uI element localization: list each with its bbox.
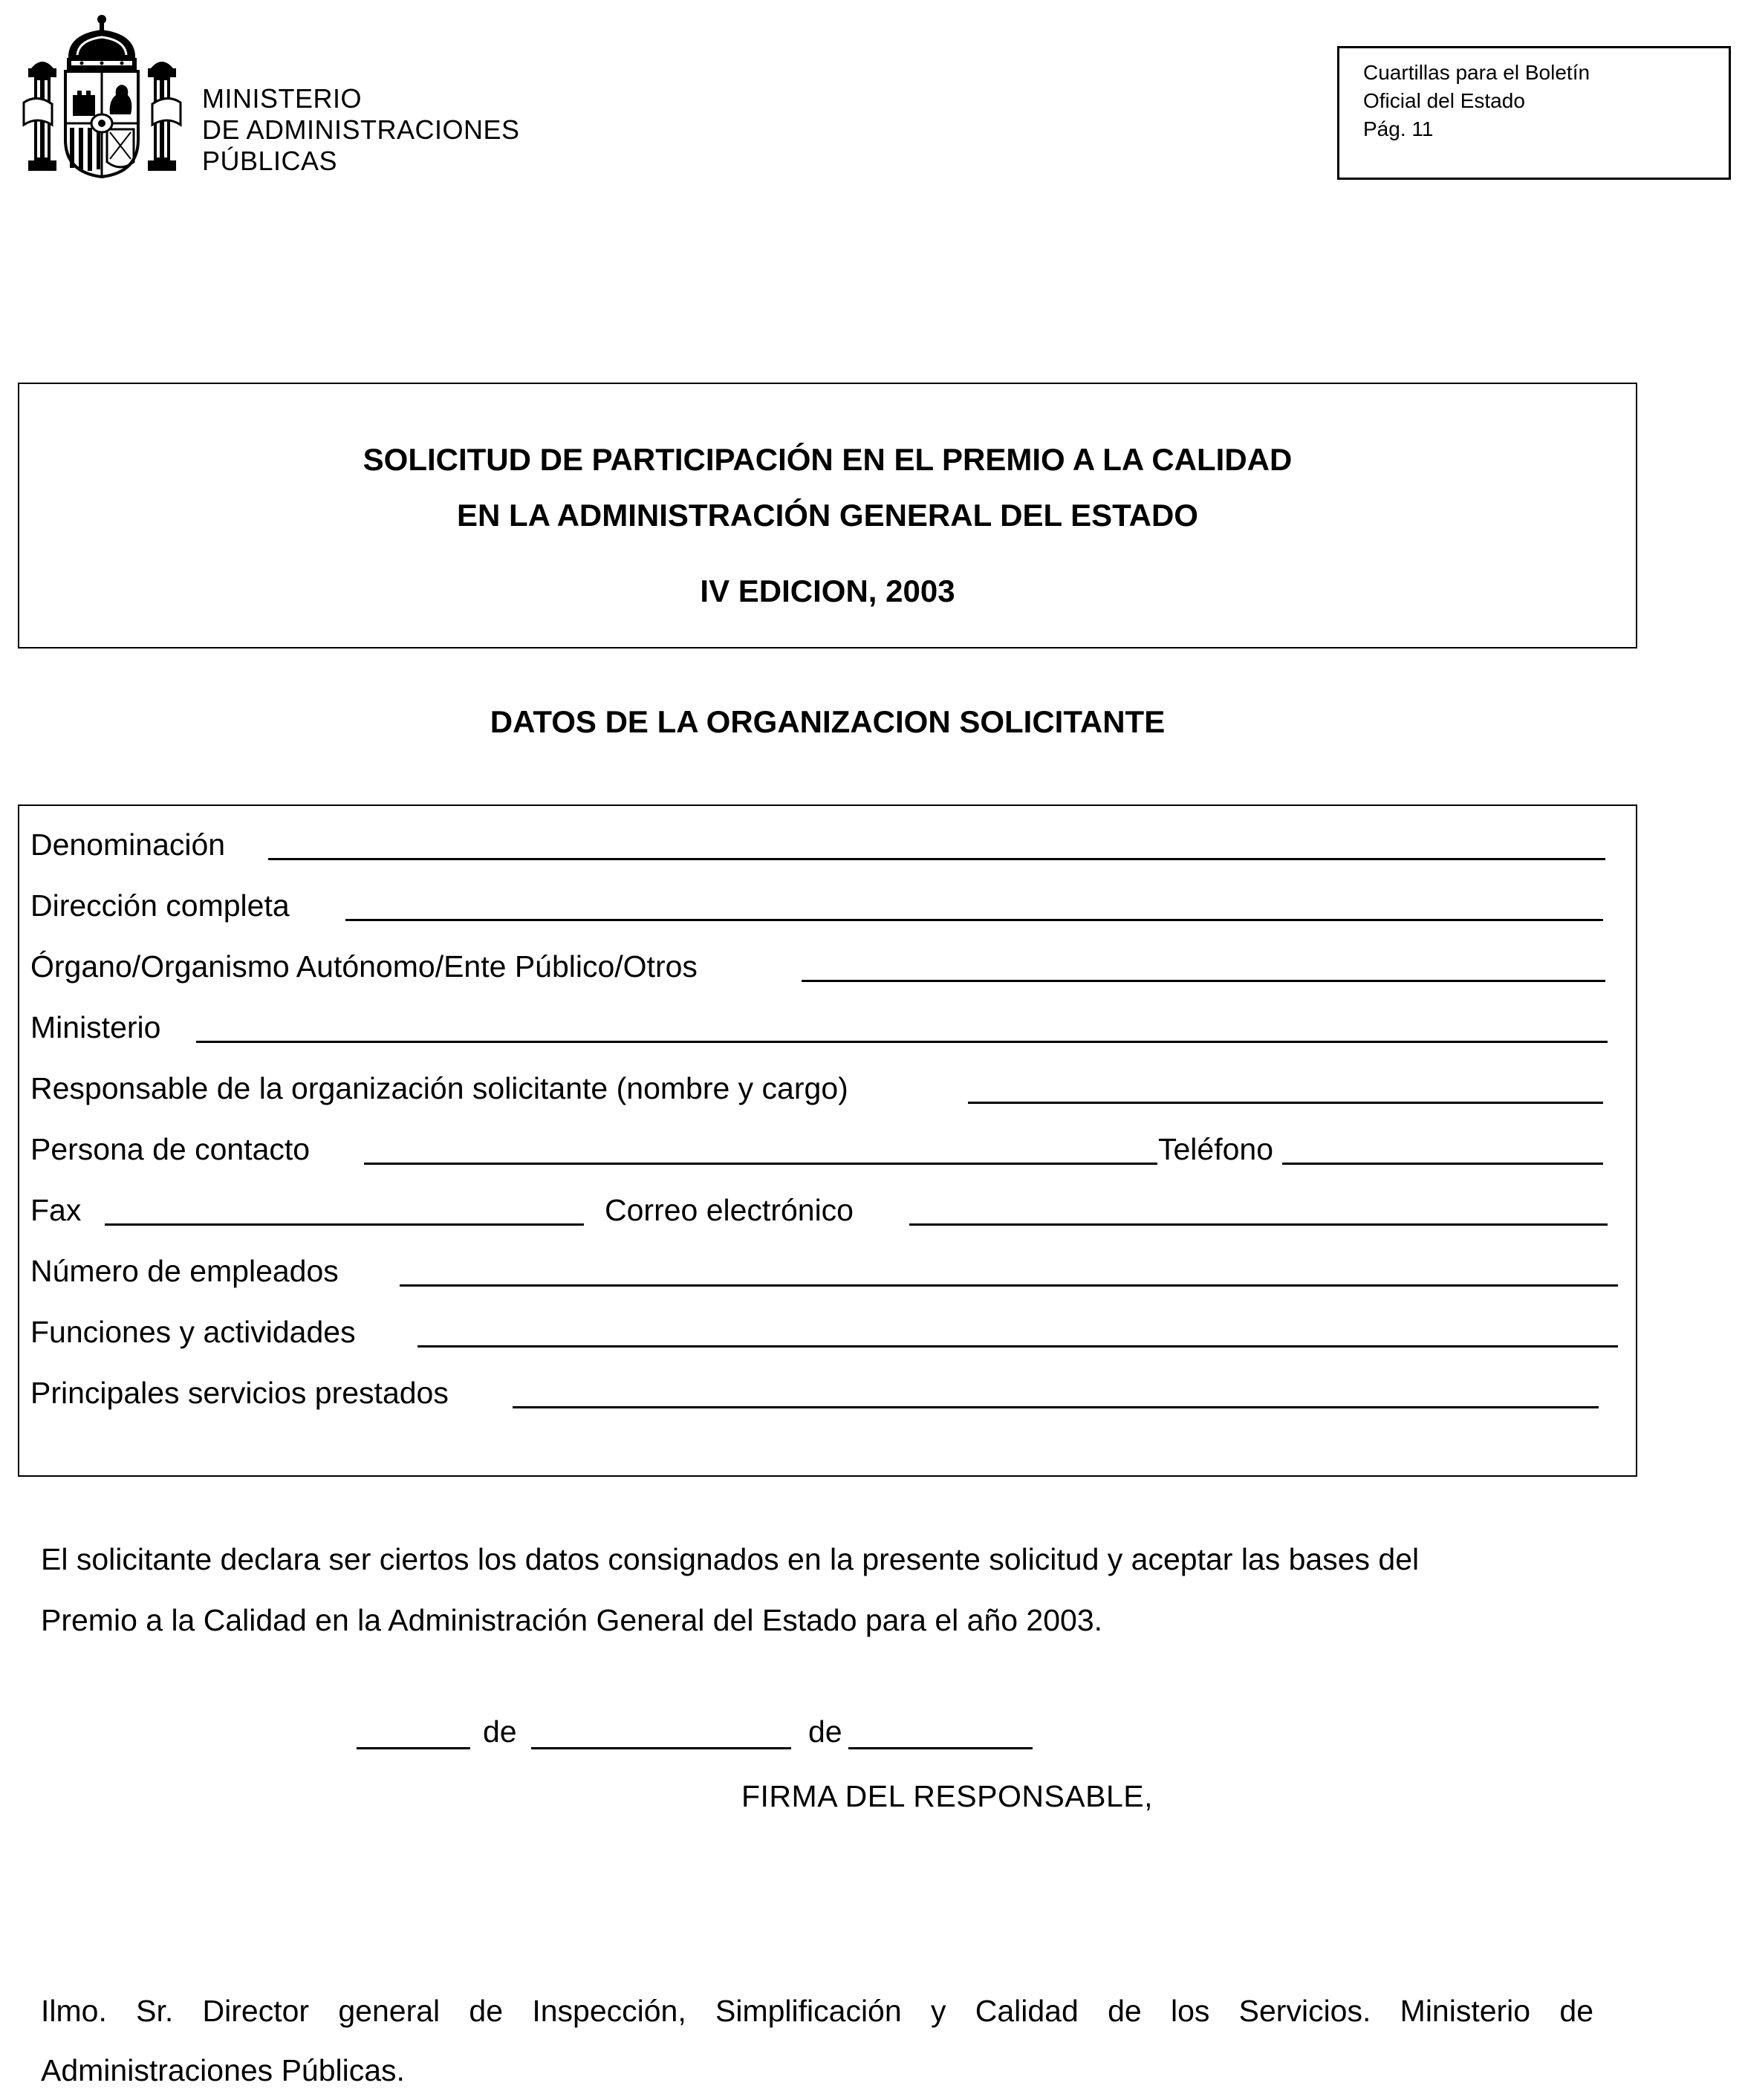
field-label: Correo electrónico	[605, 1193, 854, 1227]
form-row-direccion	[30, 885, 1628, 926]
denominacion-fill-line[interactable]	[268, 858, 1605, 860]
field-label: Principales servicios prestados	[30, 1376, 449, 1410]
servicios-fill-line[interactable]	[513, 1406, 1599, 1408]
field-label: Fax	[30, 1193, 82, 1227]
field-label: Dirección completa	[30, 888, 290, 923]
form-row-empleados	[30, 1250, 1628, 1292]
signature-label: FIRMA DEL RESPONSABLE,	[741, 1779, 1154, 1813]
section-heading: DATOS DE LA ORGANIZACION SOLICITANTE	[490, 704, 1166, 739]
coat-of-arms-logo	[22, 13, 182, 178]
declaration-line: El solicitante declara ser ciertos los datos consignados en la presente solicitud y aceptar las bases del	[41, 1542, 1420, 1576]
form-row-responsable	[30, 1067, 1628, 1109]
ministry-name	[202, 83, 520, 177]
field-label: Persona de contacto	[30, 1132, 311, 1166]
title-box	[18, 383, 1637, 648]
right-pillar-icon	[148, 62, 181, 171]
field-label: Ministerio	[30, 1010, 161, 1044]
declaration-line: Premio a la Calidad en la Administración General del Estado para el año 2003.	[41, 1603, 1103, 1637]
empleados-fill-line[interactable]	[400, 1284, 1618, 1287]
form-row-funciones	[30, 1311, 1628, 1353]
form-row-fax-correo	[30, 1189, 1628, 1231]
field-label: Teléfono	[1158, 1132, 1274, 1166]
date-line	[357, 1713, 1099, 1750]
crown-icon	[67, 15, 137, 70]
boe-line: Cuartillas para el Boletín	[1363, 61, 1590, 84]
field-label: Número de empleados	[30, 1254, 339, 1288]
addressee-line: Ilmo. Sr. Director general de Inspección, Simplificación y Calidad de los Servicios. Ministerio de	[41, 1994, 1593, 2028]
responsable-fill-line[interactable]	[968, 1102, 1603, 1104]
fax-fill-line[interactable]	[105, 1223, 584, 1226]
field-label: Responsable de la organización solicitante (nombre y cargo)	[30, 1071, 848, 1105]
organo-fill-line[interactable]	[802, 980, 1605, 982]
addressee-text	[41, 1981, 1593, 2100]
telefono-fill-line[interactable]	[1282, 1163, 1603, 1165]
boe-line: Oficial del Estado	[1363, 89, 1525, 112]
correo-fill-line[interactable]	[909, 1223, 1608, 1226]
form-row-organo	[30, 946, 1628, 987]
applicant-data-form	[18, 804, 1637, 1477]
form-row-contacto	[30, 1128, 1628, 1170]
form-row-servicios	[30, 1372, 1628, 1414]
declaration-text	[41, 1529, 1601, 1651]
edition-label: IV EDICION, 2003	[700, 573, 955, 608]
field-label: Denominación	[30, 828, 226, 862]
funciones-fill-line[interactable]	[417, 1345, 1618, 1348]
field-label: Funciones y actividades	[30, 1315, 356, 1349]
shield-icon	[65, 71, 138, 177]
boe-page-box	[1337, 46, 1731, 180]
day-fill-line[interactable]	[357, 1747, 470, 1749]
form-row-ministerio	[30, 1007, 1628, 1048]
date-connector: de	[483, 1714, 517, 1749]
persona-contacto-fill-line[interactable]	[364, 1163, 1157, 1165]
month-fill-line[interactable]	[531, 1747, 791, 1749]
boe-page-number: Pág. 11	[1363, 117, 1434, 140]
field-label: Órgano/Organismo Autónomo/Ente Público/Otros	[30, 949, 698, 984]
addressee-line: Administraciones Públicas.	[41, 2053, 405, 2087]
direccion-fill-line[interactable]	[345, 919, 1603, 921]
ministry-line: MINISTERIO	[202, 83, 363, 114]
title-line-1: SOLICITUD DE PARTICIPACIÓN EN EL PREMIO A LA CALIDAD	[363, 442, 1293, 477]
left-pillar-icon	[24, 62, 56, 171]
date-connector: de	[808, 1714, 842, 1749]
ministerio-fill-line[interactable]	[196, 1041, 1608, 1043]
form-row-denominacion	[30, 824, 1628, 865]
ministry-line: PÚBLICAS	[202, 146, 338, 176]
ministry-line: DE ADMINISTRACIONES	[202, 114, 520, 145]
title-line-2: EN LA ADMINISTRACIÓN GENERAL DEL ESTADO	[457, 498, 1198, 533]
year-fill-line[interactable]	[848, 1747, 1033, 1749]
